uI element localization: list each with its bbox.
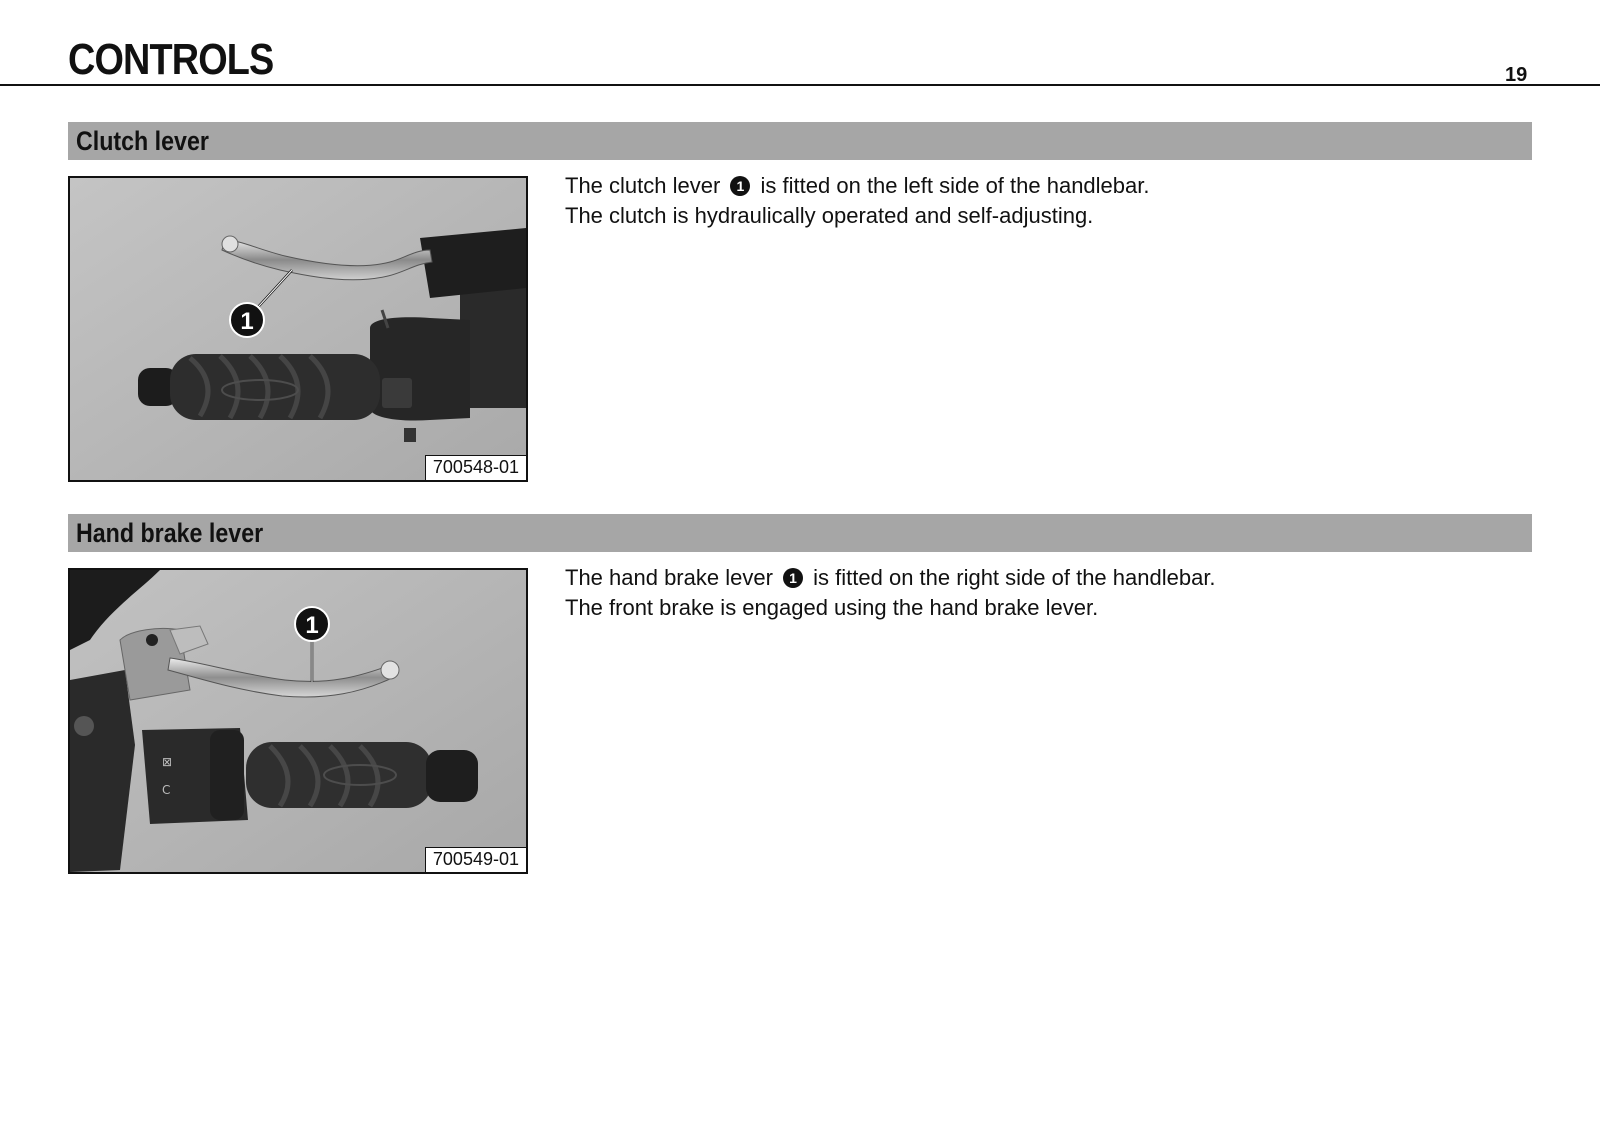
text-line: [565, 563, 1525, 593]
clutch-lever-photo: [68, 176, 528, 482]
svg-text:C: C: [162, 783, 171, 797]
text-fragment: The hand brake lever: [565, 565, 773, 590]
hand-brake-lever-illustration: [70, 570, 526, 872]
hand-brake-lever-description: [565, 563, 1525, 623]
section-heading-hand-brake-lever: [68, 514, 1532, 552]
text-line: The clutch is hydraulically operated and self-adjusting.: [565, 203, 1094, 228]
hand-brake-lever-photo: [68, 568, 528, 874]
callout-number: 1: [240, 308, 254, 335]
clutch-lever-description: [565, 171, 1525, 231]
callout-number: 1: [305, 612, 319, 639]
section-heading-text: Hand brake lever: [76, 518, 264, 548]
image-code: 700549-01: [425, 847, 526, 872]
section-heading-clutch-lever: [68, 122, 1532, 160]
svg-text:⊠: ⊠: [162, 755, 173, 769]
title-rule: [0, 84, 1600, 86]
text-line: The front brake is engaged using the hand brake lever.: [565, 595, 1099, 620]
text-fragment: is fitted on the left side of the handlebar.: [760, 173, 1150, 198]
section-heading-text: Clutch lever: [76, 126, 209, 156]
page-title: CONTROLS: [68, 35, 274, 84]
image-code: 700548-01: [425, 455, 526, 480]
callout-marker-inline: 1: [730, 176, 750, 196]
callout-marker-inline: 1: [783, 568, 803, 588]
text-fragment: The clutch lever: [565, 173, 721, 198]
clutch-lever-illustration: [70, 178, 526, 480]
page-number: 19: [1505, 64, 1528, 86]
text-fragment: is fitted on the right side of the handlebar.: [813, 565, 1216, 590]
text-line: [565, 171, 1525, 201]
